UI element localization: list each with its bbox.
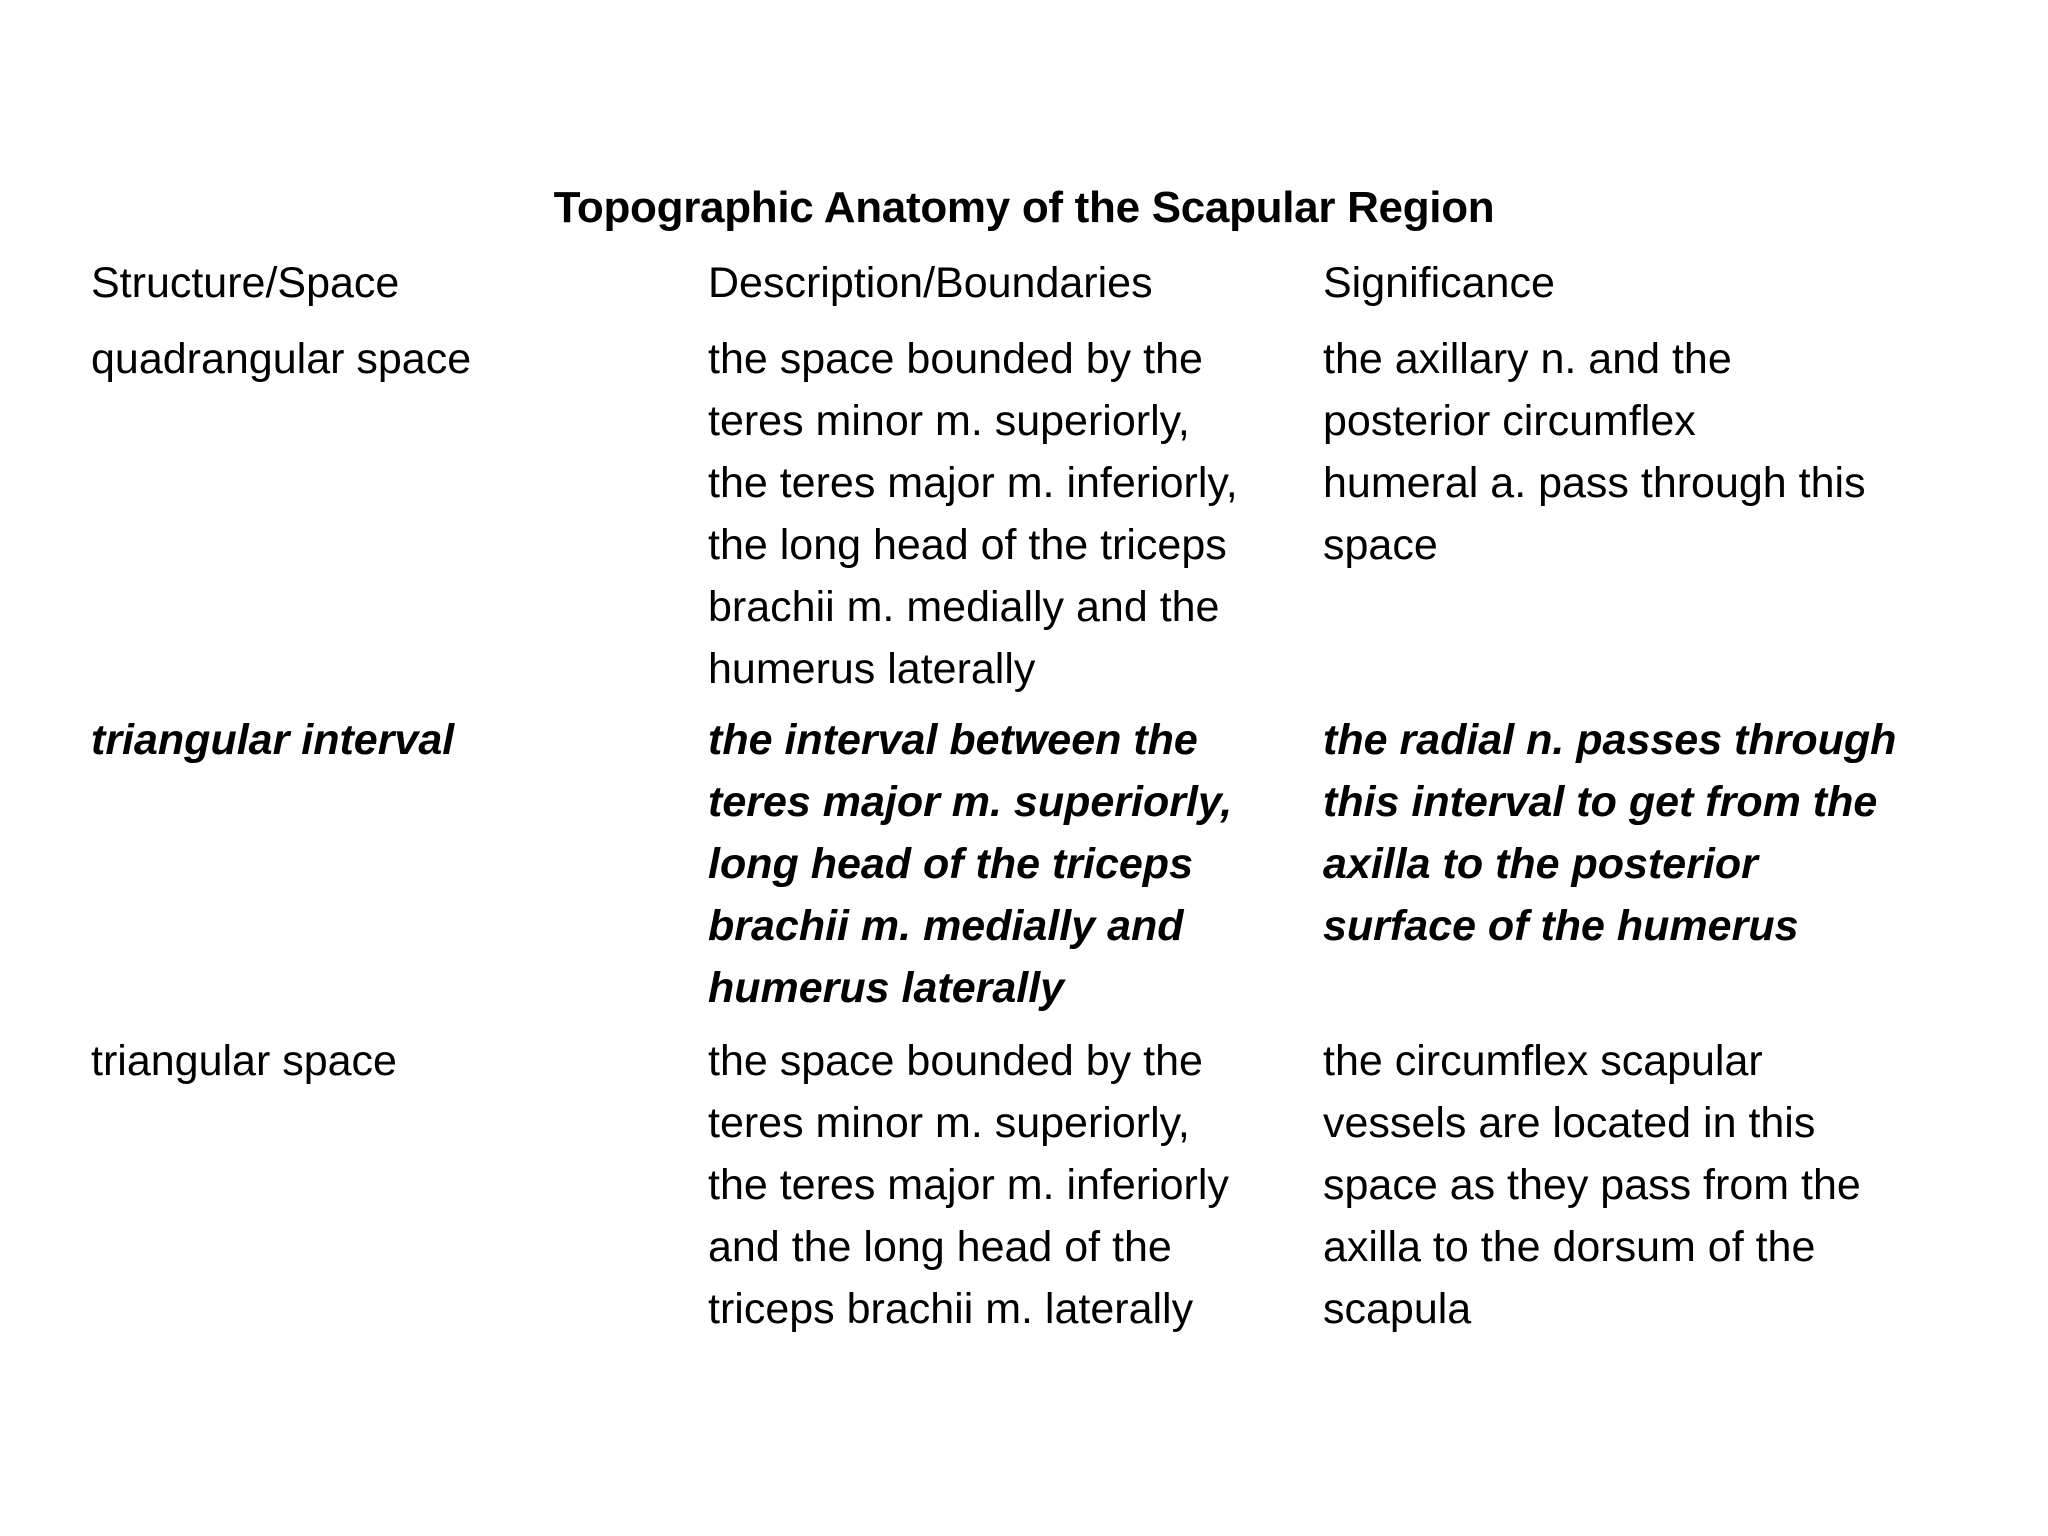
slide-title: Topographic Anatomy of the Scapular Region [553,183,1495,232]
row-triangular-space-description: the space bounded by the teres minor m. superiorly, the teres major m. inferiorly and the long head of the triceps brachii m. laterally [708,1037,1229,1333]
column-header-significance: Significance [1323,259,1555,307]
row-triangular-interval-structure: triangular interval [91,716,455,764]
row-triangular-space-significance: the circumflex scapular vessels are located in this space as they pass from the axilla to the dorsum of the scapula [1323,1037,1861,1333]
row-quadrangular-space-significance: the axillary n. and the posterior circumflex humeral a. pass through this space [1323,335,1866,569]
row-triangular-space-structure: triangular space [91,1037,397,1085]
row-triangular-interval-description: the interval between the teres major m. superiorly, long head of the triceps brachii m. medially and humerus laterally [708,716,1233,1012]
row-quadrangular-space-structure: quadrangular space [91,335,472,383]
column-header-structure: Structure/Space [91,259,400,307]
column-header-description: Description/Boundaries [708,259,1153,307]
row-quadrangular-space-description: the space bounded by the teres minor m. superiorly, the teres major m. inferiorly, the long head of the triceps brachii m. medially and the humerus laterally [708,335,1238,693]
row-triangular-interval-significance: the radial n. passes through this interval to get from the axilla to the posterior surface of the humerus [1323,716,1897,950]
